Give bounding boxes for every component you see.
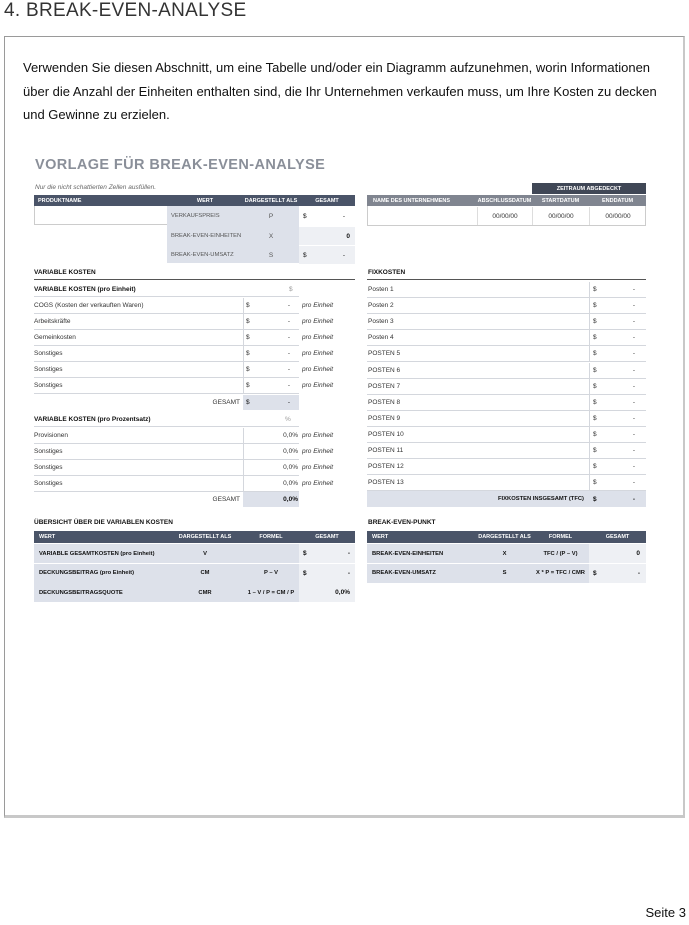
fixed-costs-title: FIXKOSTEN bbox=[368, 269, 406, 276]
variable-cost-label: Sonstiges bbox=[34, 350, 63, 357]
per-unit-total-value: - bbox=[287, 399, 290, 406]
variable-cost-label: Sonstiges bbox=[34, 366, 63, 373]
variable-cost-currency: $ bbox=[246, 382, 250, 389]
fixed-cost-currency: $ bbox=[593, 302, 597, 310]
fixed-cost-input[interactable]: - bbox=[632, 318, 635, 326]
percent-cost-unit: pro Einheit bbox=[302, 432, 334, 439]
overview-row-label: DECKUNGSBEITRAGSQUOTE bbox=[39, 589, 123, 596]
percent-cost-unit: pro Einheit bbox=[302, 448, 334, 455]
closing-date-header: ABSCHLUSSDATUM bbox=[477, 195, 532, 206]
fixed-cost-currency: $ bbox=[593, 286, 597, 293]
overview-row-symbol: CM bbox=[200, 570, 210, 576]
variable-cost-label: Sonstiges bbox=[34, 382, 63, 389]
cell-divider bbox=[243, 330, 244, 345]
bep-row-formula: X * P = TFC / CMR bbox=[535, 570, 585, 576]
product-row-value: 0 bbox=[346, 232, 350, 240]
fixed-cost-label: POSTEN 13 bbox=[368, 479, 404, 487]
product-row-label: BREAK-EVEN-UMSATZ bbox=[171, 252, 234, 258]
variable-cost-currency: $ bbox=[246, 350, 250, 357]
percent-symbol: % bbox=[285, 415, 291, 423]
variable-cost-unit: pro Einheit bbox=[302, 318, 334, 325]
cell-divider bbox=[589, 411, 590, 426]
fixed-cost-currency: $ bbox=[593, 318, 597, 326]
overview-row-value: - bbox=[347, 569, 350, 577]
fixed-cost-label: POSTEN 9 bbox=[368, 414, 401, 422]
bep-shown-header: DARGESTELLT ALS bbox=[477, 531, 532, 543]
variable-cost-input[interactable]: - bbox=[287, 318, 290, 325]
company-name-header: NAME DES UNTERNEHMENS bbox=[367, 195, 477, 206]
fixed-cost-currency: $ bbox=[593, 479, 597, 487]
bep-row-currency bbox=[593, 544, 605, 563]
percent-cost-input[interactable]: 0,0% bbox=[283, 432, 298, 439]
section-heading: 4. BREAK-EVEN-ANALYSE bbox=[4, 0, 247, 21]
overview-row-value: 0,0% bbox=[335, 589, 350, 596]
product-row-symbol: X bbox=[268, 232, 274, 240]
percent-cost-label: Sonstiges bbox=[34, 480, 63, 487]
fixed-cost-currency: $ bbox=[593, 398, 597, 406]
fixed-cost-currency: $ bbox=[593, 350, 597, 358]
row-divider bbox=[34, 602, 355, 603]
template-title: VORLAGE FÜR BREAK-EVEN-ANALYSE bbox=[35, 157, 326, 173]
cell-divider bbox=[243, 362, 244, 377]
fixed-cost-input[interactable]: - bbox=[632, 334, 635, 342]
overview-row-formula: P – V bbox=[263, 570, 279, 576]
section-divider bbox=[367, 279, 646, 280]
variable-cost-input[interactable]: - bbox=[287, 382, 290, 389]
fixed-cost-label: POSTEN 10 bbox=[368, 430, 404, 438]
bep-row-label: BREAK-EVEN-UMSATZ bbox=[372, 570, 436, 576]
per-unit-total-label: GESAMT bbox=[212, 399, 240, 406]
start-date-header: STARTDATUM bbox=[532, 195, 589, 206]
fixed-cost-label: POSTEN 5 bbox=[368, 350, 401, 358]
cell-divider bbox=[589, 395, 590, 410]
percent-cost-label: Sonstiges bbox=[34, 448, 63, 455]
bep-row-label: BREAK-EVEN-EINHEITEN bbox=[372, 550, 444, 557]
fixed-cost-label: POSTEN 11 bbox=[368, 447, 404, 454]
product-row-value: - bbox=[342, 212, 345, 220]
product-border bbox=[34, 206, 35, 225]
row-divider bbox=[367, 583, 646, 584]
variable-cost-currency: $ bbox=[246, 366, 250, 373]
fixed-total-currency: $ bbox=[593, 495, 597, 503]
overview-row-symbol: CMR bbox=[198, 589, 212, 596]
fixed-cost-input[interactable]: - bbox=[632, 414, 635, 422]
variable-cost-unit: pro Einheit bbox=[302, 334, 334, 341]
percent-cost-input[interactable]: 0,0% bbox=[283, 464, 298, 471]
fixed-cost-label: Posten 4 bbox=[368, 334, 394, 342]
variable-cost-unit: pro Einheit bbox=[302, 366, 334, 373]
cell-divider bbox=[243, 460, 244, 475]
overview-formula-header: FORMEL bbox=[243, 531, 299, 543]
end-date-input[interactable]: 00/00/00 bbox=[589, 207, 646, 225]
variable-cost-input[interactable]: - bbox=[287, 302, 290, 309]
fixed-cost-input[interactable]: - bbox=[632, 366, 635, 374]
variable-cost-label: Arbeitskräfte bbox=[34, 318, 71, 325]
bep-row-symbol: S bbox=[502, 570, 507, 576]
bep-row-currency: $ bbox=[593, 569, 597, 577]
fixed-cost-input[interactable]: - bbox=[632, 382, 635, 390]
cell-divider bbox=[589, 330, 590, 345]
cell-divider bbox=[589, 298, 590, 313]
cell-divider bbox=[243, 428, 244, 443]
cell-divider bbox=[243, 314, 244, 329]
variable-cost-currency: $ bbox=[246, 318, 250, 325]
fixed-cost-input[interactable]: - bbox=[632, 447, 635, 454]
percent-cost-input[interactable]: 0,0% bbox=[283, 448, 298, 455]
overview-value-header: WERT bbox=[34, 531, 167, 543]
fixed-cost-input[interactable]: - bbox=[632, 350, 635, 358]
overview-row-currency: $ bbox=[303, 569, 307, 577]
cell-divider bbox=[243, 298, 244, 313]
variable-cost-unit: pro Einheit bbox=[302, 302, 334, 309]
cell-divider bbox=[243, 444, 244, 459]
percent-cost-label: Sonstiges bbox=[34, 464, 63, 471]
overview-row-label: VARIABLE GESAMTKOSTEN (pro Einheit) bbox=[39, 550, 155, 557]
bep-formula-header: FORMEL bbox=[532, 531, 589, 543]
cell-divider bbox=[589, 363, 590, 378]
fixed-cost-label: POSTEN 8 bbox=[368, 398, 401, 406]
percent-cost-unit: pro Einheit bbox=[302, 464, 334, 471]
variable-cost-label: Gemeinkosten bbox=[34, 334, 76, 341]
fixed-cost-currency: $ bbox=[593, 382, 597, 390]
variable-costs-title: VARIABLE KOSTEN bbox=[34, 269, 96, 276]
fixed-cost-currency: $ bbox=[593, 447, 597, 454]
fixed-cost-label: POSTEN 6 bbox=[368, 366, 401, 374]
product-row-currency: $ bbox=[303, 251, 307, 259]
overview-total-header: GESAMT bbox=[299, 531, 355, 543]
shown-as-header: DARGESTELLT ALS bbox=[243, 195, 299, 206]
closing-date-input[interactable]: 00/00/00 bbox=[477, 207, 532, 225]
fixed-cost-input[interactable]: - bbox=[632, 302, 635, 310]
end-date-header: ENDDATUM bbox=[589, 195, 646, 206]
cell-divider bbox=[589, 282, 590, 297]
per-unit-total-currency: $ bbox=[246, 399, 250, 406]
company-name-input[interactable] bbox=[368, 207, 477, 225]
per-unit-symbol: $ bbox=[289, 285, 293, 293]
period-super-header: ZEITRAUM ABGEDECKT bbox=[532, 183, 646, 194]
bep-value-header: WERT bbox=[367, 531, 477, 543]
product-row-label: BREAK-EVEN-EINHEITEN bbox=[171, 233, 242, 239]
variable-cost-input[interactable]: - bbox=[287, 366, 290, 373]
fixed-cost-input[interactable]: - bbox=[632, 479, 635, 487]
page-number: Seite 3 bbox=[645, 905, 686, 920]
fixed-cost-currency: $ bbox=[593, 463, 597, 471]
break-even-point-title: BREAK-EVEN-PUNKT bbox=[368, 519, 436, 526]
row-divider bbox=[34, 426, 299, 427]
fixed-cost-input[interactable]: - bbox=[632, 398, 635, 406]
cell-divider bbox=[243, 476, 244, 491]
fixed-cost-currency: $ bbox=[593, 430, 597, 438]
template-subtitle: Nur die nicht schattierten Zellen ausfüllen. bbox=[35, 184, 157, 191]
percent-cost-label: Provisionen bbox=[34, 432, 68, 439]
cell-divider bbox=[589, 314, 590, 329]
percent-cost-unit: pro Einheit bbox=[302, 480, 334, 487]
overview-row-label: DECKUNGSBEITRAG (pro Einheit) bbox=[39, 570, 135, 576]
product-row-label: VERKAUFSPREIS bbox=[171, 213, 220, 219]
fixed-cost-input[interactable]: - bbox=[632, 286, 635, 293]
product-row-symbol: P bbox=[243, 208, 299, 224]
overview-row-formula bbox=[243, 544, 299, 563]
cell-divider bbox=[589, 346, 590, 361]
percent-title: VARIABLE KOSTEN (pro Prozentsatz) bbox=[34, 415, 151, 423]
cell-divider bbox=[243, 378, 244, 393]
product-name-header: PRODUKTNAME bbox=[34, 195, 167, 206]
fixed-cost-input[interactable]: - bbox=[632, 463, 635, 471]
cell-divider bbox=[589, 443, 590, 458]
cell-divider bbox=[589, 475, 590, 490]
overview-title: ÜBERSICHT ÜBER DIE VARIABLEN KOSTEN bbox=[34, 519, 173, 526]
fixed-cost-label: POSTEN 12 bbox=[368, 463, 404, 471]
variable-cost-input[interactable]: - bbox=[287, 350, 290, 357]
bep-row-symbol: X bbox=[502, 550, 507, 557]
row-divider bbox=[34, 393, 299, 394]
fixed-cost-input[interactable]: - bbox=[632, 430, 635, 438]
cell-divider bbox=[589, 427, 590, 442]
bep-row-formula: TFC / (P – V) bbox=[543, 550, 578, 557]
variable-cost-label: COGS (Kosten der verkauften Waren) bbox=[34, 302, 144, 309]
product-row-value: - bbox=[342, 251, 345, 259]
fixed-cost-label: Posten 2 bbox=[368, 302, 394, 310]
overview-row-currency: $ bbox=[303, 550, 307, 557]
overview-row-value: - bbox=[347, 550, 350, 557]
bep-row-value: 0 bbox=[636, 550, 640, 557]
intro-paragraph: Verwenden Sie diesen Abschnitt, um eine Tabelle und/oder ein Diagramm aufzunehmen, worin Informationen über die Anzahl der Einheiten enthalten sind, die Ihr Unternehmen verkaufen muss, um Ihre Kosten zu decken und Gewinne zu erzielen. bbox=[23, 60, 657, 122]
fixed-cost-currency: $ bbox=[593, 366, 597, 374]
total-header: GESAMT bbox=[299, 195, 355, 206]
overview-shown-header: DARGESTELLT ALS bbox=[167, 531, 243, 543]
percent-total-value: 0,0% bbox=[283, 496, 298, 503]
fixed-total-label: FIXKOSTEN INSGESAMT (TFC) bbox=[498, 496, 584, 502]
fixed-cost-label: Posten 1 bbox=[368, 286, 394, 293]
fixed-cost-currency: $ bbox=[593, 334, 597, 342]
bep-row-value: - bbox=[637, 569, 640, 577]
bep-total-header: GESAMT bbox=[589, 531, 646, 543]
percent-total-label: GESAMT bbox=[212, 496, 240, 503]
cell-divider bbox=[589, 379, 590, 394]
per-unit-title: VARIABLE KOSTEN (pro Einheit) bbox=[34, 285, 136, 293]
section-divider bbox=[34, 279, 355, 280]
fixed-cost-label: Posten 3 bbox=[368, 318, 394, 326]
overview-row-currency bbox=[303, 583, 315, 602]
variable-cost-unit: pro Einheit bbox=[302, 382, 334, 389]
product-name-input[interactable] bbox=[34, 206, 167, 225]
overview-row-symbol: V bbox=[203, 550, 207, 557]
variable-cost-unit: pro Einheit bbox=[302, 350, 334, 357]
value-header: WERT bbox=[167, 195, 243, 206]
variable-cost-input[interactable]: - bbox=[287, 334, 290, 341]
product-row-symbol: S bbox=[268, 251, 274, 259]
fixed-cost-currency: $ bbox=[593, 414, 597, 422]
fixed-cost-label: POSTEN 7 bbox=[368, 382, 401, 390]
cell-divider bbox=[243, 346, 244, 361]
product-row-currency: $ bbox=[303, 212, 307, 220]
overview-row-formula: 1 – V / P = CM / P bbox=[247, 589, 295, 596]
start-date-input[interactable]: 00/00/00 bbox=[532, 207, 589, 225]
variable-cost-currency: $ bbox=[246, 302, 250, 309]
row-divider bbox=[34, 296, 299, 297]
fixed-total-value: - bbox=[632, 495, 635, 503]
percent-cost-input[interactable]: 0,0% bbox=[283, 480, 298, 487]
cell-divider bbox=[589, 459, 590, 474]
variable-cost-currency: $ bbox=[246, 334, 250, 341]
